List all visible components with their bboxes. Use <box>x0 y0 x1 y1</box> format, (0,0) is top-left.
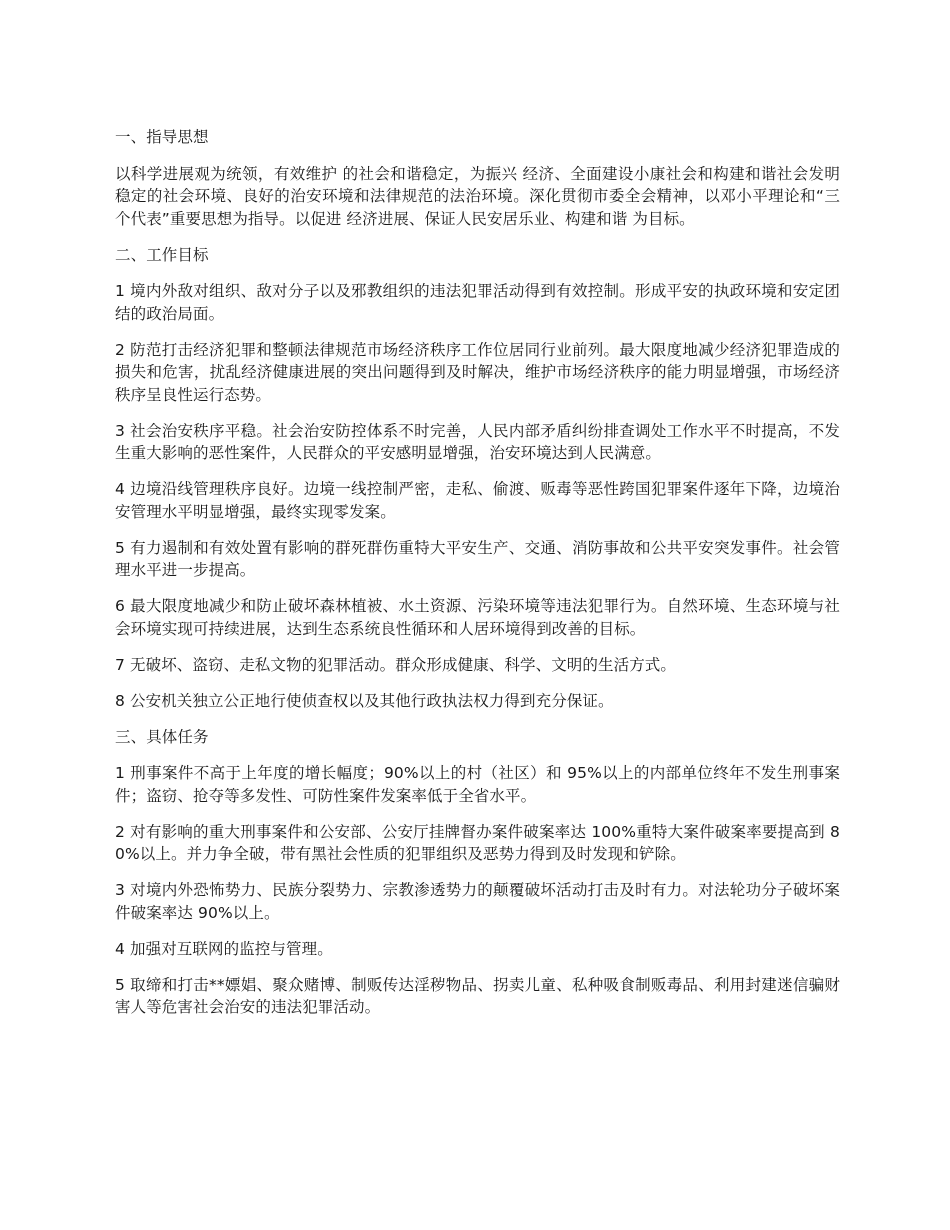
section-heading: 一、指导思想 <box>115 128 209 146</box>
paragraph: 3 社会治安秩序平稳。社会治安防控体系不时完善，人民内部矛盾纠纷排查调处工作水平不时提高，不发生重大影响的恶性案件，人民群众的平安感明显增强，治安环境达到人民满意。 <box>115 421 840 462</box>
section-heading: 二、工作目标 <box>115 245 209 264</box>
paragraph: 2 对有影响的重大刑事案件和公安部、公安厅挂牌督办案件破案率达 100%重特大案件破案率要提高到 80%以上。并力争全破，带有黑社会性质的犯罪组织及恶势力得到及时发现和铲除。 <box>115 822 840 863</box>
paragraph: 5 取缔和打击**嫖娼、聚众赌博、制贩传达淫秽物品、拐卖儿童、私种吸食制贩毒品、利用封建迷信骗财害人等危害社会治安的违法犯罪活动。 <box>115 975 840 1016</box>
paragraph: 1 刑事案件不高于上年度的增长幅度；90%以上的村（社区）和 95%以上的内部单位终年不发生刑事案件；盗窃、抢夺等多发性、可防性案件发案率低于全省水平。 <box>115 764 840 805</box>
paragraph: 7 无破坏、盗窃、走私文物的犯罪活动。群众形成健康、科学、文明的生活方式。 <box>115 655 676 674</box>
paragraph: 以科学进展观为统领，有效维护 的社会和谐稳定，为振兴 经济、全面建设小康社会和构建和谐社会发明稳定的社会环境、良好的治安环境和法律规范的法治环境。深化贯彻市委全会精神，以邓小平理论和“三个代表”重要思想为指导。以促进 经济进展、保证人民安居乐业、构建和谐 为目标。 <box>115 164 840 228</box>
paragraph: 3 对境内外恐怖势力、民族分裂势力、宗教渗透势力的颠覆破坏活动打击及时有力。对法轮功分子破坏案件破案率达 90%以上。 <box>115 881 840 922</box>
paragraph: 4 边境沿线管理秩序良好。边境一线控制严密，走私、偷渡、贩毒等恶性跨国犯罪案件逐年下降，边境治安管理水平明显增强，最终实现零发案。 <box>115 480 840 521</box>
paragraph: 1 境内外敌对组织、敌对分子以及邪教组织的违法犯罪活动得到有效控制。形成平安的执政环境和安定团结的政治局面。 <box>115 282 840 323</box>
paragraph: 5 有力遏制和有效处置有影响的群死群伤重特大平安生产、交通、消防事故和公共平安突发事件。社会管理水平进一步提高。 <box>115 538 840 579</box>
document-body <box>115 126 840 1032</box>
paragraph: 8 公安机关独立公正地行使侦查权以及其他行政执法权力得到充分保证。 <box>115 691 614 710</box>
paragraph: 6 最大限度地减少和防止破坏森林植被、水土资源、污染环境等违法犯罪行为。自然环境、生态环境与社会环境实现可持续进展，达到生态系统良性循环和人居环境得到改善的目标。 <box>115 597 840 638</box>
paragraph: 4 加强对互联网的监控与管理。 <box>115 939 333 958</box>
paragraph: 2 防范打击经济犯罪和整顿法律规范市场经济秩序工作位居同行业前列。最大限度地减少经济犯罪造成的损失和危害，扰乱经济健康进展的突出问题得到及时解决，维护市场经济秩序的能力明显增强，市场经济秩序呈良性运行态势。 <box>115 340 840 404</box>
section-heading: 三、具体任务 <box>115 727 209 746</box>
